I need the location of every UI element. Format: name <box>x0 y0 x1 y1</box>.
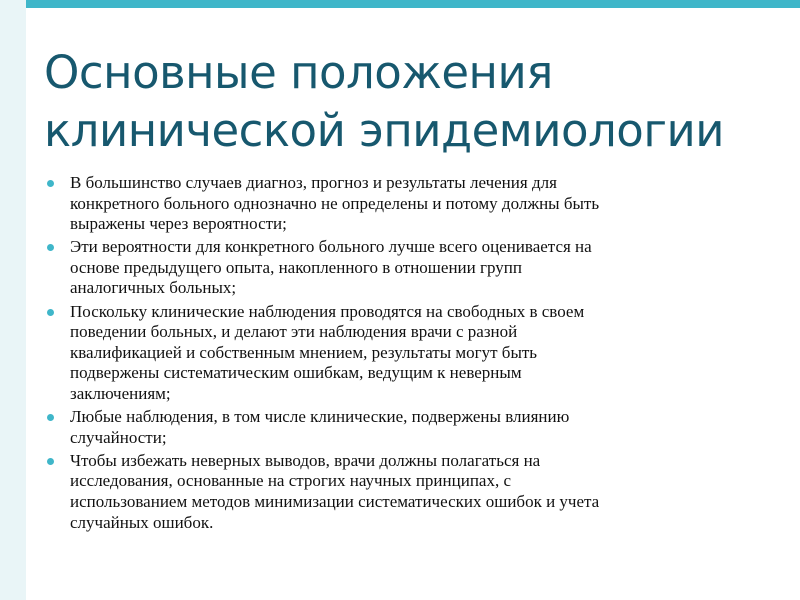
bullet-line: поведении больных, и делают эти наблюдения врачи с разной <box>70 322 518 342</box>
bullet-line: аналогичных больных; <box>70 278 237 298</box>
bullet-item <box>44 407 764 448</box>
bullet-line: случайных ошибок. <box>70 512 214 532</box>
bullet-line: Чтобы избежать неверных выводов, врачи должны полагаться на <box>70 450 541 470</box>
bullet-line: Любые наблюдения, в том числе клинические, подвержены влиянию <box>70 407 570 427</box>
bullet-dot-icon <box>47 309 54 316</box>
bullet-line: Эти вероятности для конкретного больного лучше всего оценивается на <box>70 237 592 257</box>
bullet-line: Поскольку клинические наблюдения проводятся на свободных в своем <box>70 301 585 321</box>
bullet-item <box>44 451 764 533</box>
bullet-item <box>44 237 764 299</box>
left-accent-band <box>0 0 26 600</box>
bullet-dot-icon <box>47 180 54 187</box>
bullet-line: основе предыдущего опыта, накопленного в отношении групп <box>70 257 522 277</box>
bullet-item <box>44 173 764 235</box>
bullet-line: заключениям; <box>70 383 171 403</box>
bullet-line: использованием методов минимизации систематических ошибок и учета <box>70 491 600 511</box>
bullet-line: В большинство случаев диагноз, прогноз и результаты лечения для <box>70 173 557 192</box>
bullet-line: случайности; <box>70 427 167 447</box>
title-line-2: клинической эпидемиологии <box>44 104 724 157</box>
bullet-dot-icon <box>47 458 54 465</box>
top-accent-band <box>0 0 800 8</box>
bullet-item <box>44 302 764 405</box>
title-line-1: Основные положения <box>44 46 553 99</box>
bullet-line: конкретного больного однозначно не определены и потому должны быть <box>70 193 600 213</box>
bullet-line: подвержены систематическим ошибкам, ведущим к неверным <box>70 363 522 383</box>
bullet-list <box>44 173 764 536</box>
bullet-dot-icon <box>47 414 54 421</box>
bullet-line: выражены через вероятности; <box>70 214 287 234</box>
slide-title <box>44 44 774 160</box>
bullet-dot-icon <box>47 244 54 251</box>
bullet-line: исследования, основанные на строгих научных принципах, с <box>70 471 512 491</box>
bullet-line: квалификацией и собственным мнением, результаты могут быть <box>70 342 538 362</box>
